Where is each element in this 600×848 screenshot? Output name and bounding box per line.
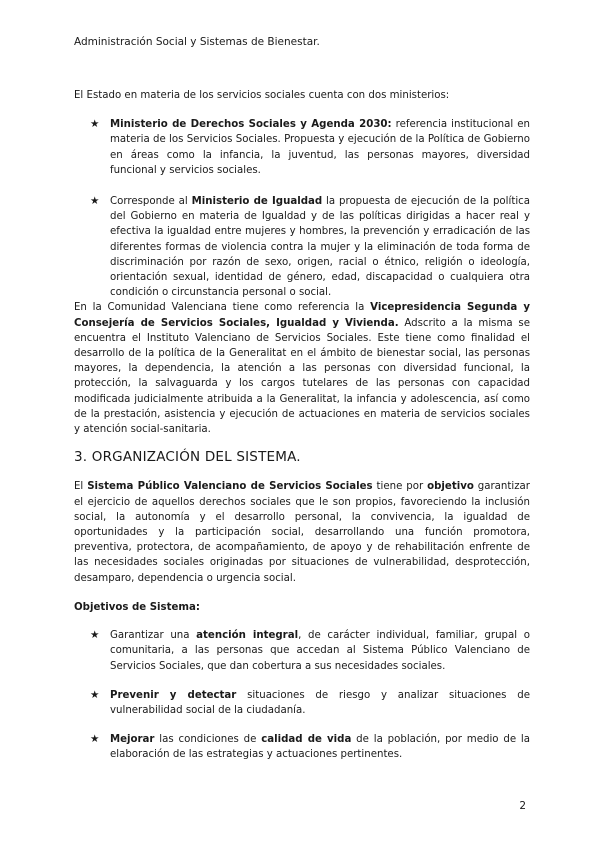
objectives-list (74, 628, 530, 762)
list-item: ★ Ministerio de Derechos Sociales y Agenda 2030: referencia institucional en materia de los Servicios Sociales. Propuesta y ejecución de la Política de Gobierno en áreas como la infancia, la juventud, las personas mayores, diversidad funcional y servicios sociales. (90, 118, 530, 176)
ministry-name: Ministerio de Igualdad (191, 196, 323, 208)
objectives-heading: Objetivos de Sistema: (74, 601, 200, 613)
list-item: ★ Corresponde al Ministerio de Igualdad la propuesta de ejecución de la política del Gobierno en materia de Igualdad y de las políticas dirigidas a hacer real y efectiva la igualdad entre mujeres y hombres, la prevención y erradicación de las diferentes formas de violencia contra la mujer y la eliminación de toda forma de discriminación por razón de sexo, origen, racial o étnico, religión o ideología, orientación sexual, identidad de género, edad, discapacidad o cualquiera otra condición o circunstancia personal o social. (90, 195, 530, 299)
list-item: ★ Garantizar una atención integral, de carácter individual, familiar, grupal o comunitaria, a las personas que accedan al Sistema Público Valenciano de Servicios Sociales, que dan cobertura a sus necesidades sociales. (90, 629, 530, 672)
valencia-paragraph: En la Comunidad Valenciana tiene como referencia la Vicepresidencia Segunda y Consejería de Servicios Sociales, Igualdad y Vivienda. Adscrito a la misma se encuentra el Instituto Valenciano de Servicios Sociales. Este tiene como finalidad el desarrollo de la política de la Generalitat en el ámbito de bienestar social, las personas mayores, la dependencia, la atención a las personas con diversidad funcional, la protección, la salvaguarda y los cargos tutelares de las personas con capacidad modificada judicialmente atribuida a la Generalitat, la infancia y adolescencia, así como de la prestación, asistencia y ejecución de actuaciones en materia de servicios sociales y atención social-sanitaria. (74, 302, 530, 436)
star-bullet-icon: ★ (90, 118, 100, 131)
list-item: ★ Prevenir y detectar situaciones de riesgo y analizar situaciones de vulnerabilidad social de la ciudadanía. (90, 688, 530, 716)
section-heading: 3. ORGANIZACIÓN DEL SISTEMA. (74, 449, 301, 466)
star-bullet-icon: ★ (90, 195, 100, 208)
star-bullet-icon: ★ (90, 733, 100, 746)
page-number: 2 (519, 800, 526, 812)
list-item: ★ Mejorar las condiciones de calidad de vida de la población, por medio de la elaboración de las estrategias y actuaciones pertinentes. (90, 733, 530, 761)
ministry-name: Ministerio de Derechos Sociales y Agenda 2030: (110, 119, 392, 131)
intro-paragraph: El Estado en materia de los servicios sociales cuenta con dos ministerios: (74, 90, 450, 101)
system-paragraph: El Sistema Público Valenciano de Servicios Sociales tiene por objetivo garantizar el ejercicio de aquellos derechos sociales que le son propios, favoreciendo la inclusión social, la autonomía y el desarrollo personal, la convivencia, la igualdad de oportunidades y la participación social, desarrollando una función promotora, preventiva, protectora, de acompañamiento, de apoyo y de rehabilitación enfrente de las necesidades sociales originadas por situaciones de vulnerabilidad, desprotección, desamparo, dependencia o urgencia social. (74, 481, 530, 584)
running-header: Administración Social y Sistemas de Bienestar. (74, 36, 320, 48)
star-bullet-icon: ★ (90, 629, 100, 642)
ministries-list (74, 117, 530, 300)
page-body (74, 88, 530, 777)
star-bullet-icon: ★ (90, 688, 100, 701)
